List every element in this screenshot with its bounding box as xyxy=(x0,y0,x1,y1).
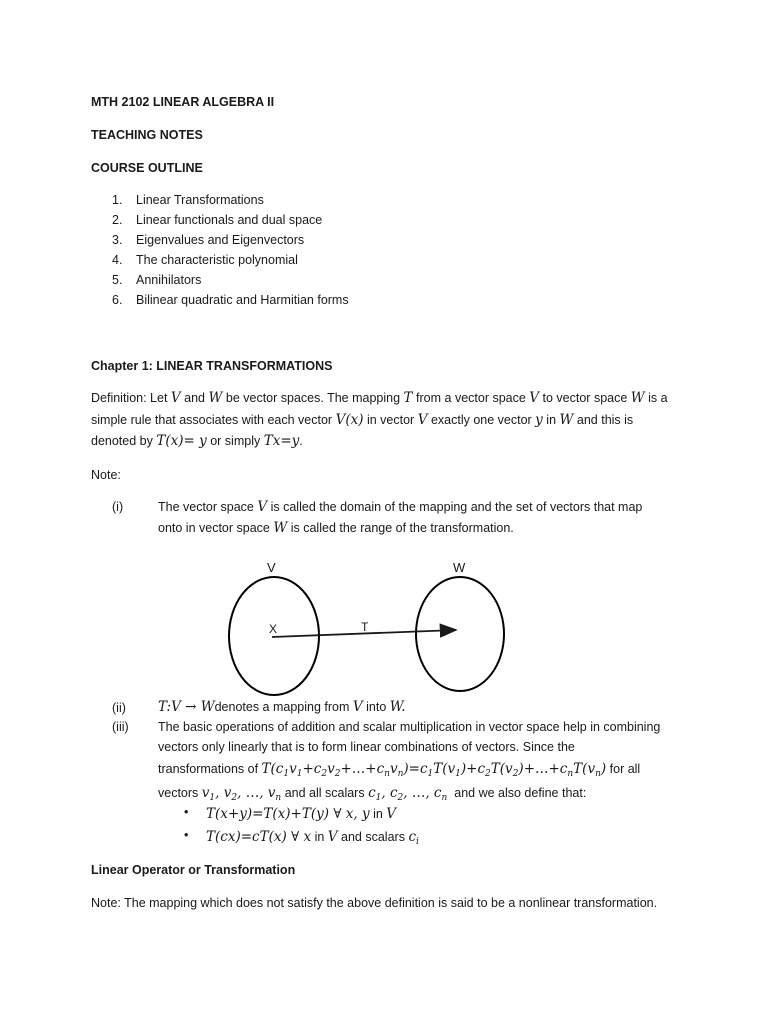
definition-text: to vector space xyxy=(542,391,628,405)
note-i-body xyxy=(158,497,698,539)
note-i-marker: (i) xyxy=(112,500,124,514)
note-text: transformations of xyxy=(158,762,259,776)
note-iii-line-3 xyxy=(158,759,640,785)
math-symbol: W. xyxy=(389,699,406,715)
scalars-list: $c_1$, $c_2$, …, $c_n$ xyxy=(368,785,448,803)
definition-text: is a xyxy=(648,391,668,405)
outline-item-label: Bilinear quadratic and Harmitian forms xyxy=(136,293,349,307)
linear-operator-heading: Linear Operator or Transformation xyxy=(91,863,296,877)
math-symbol: W xyxy=(630,390,645,406)
definition-text: and this is xyxy=(576,413,634,427)
outline-item-number: 4. xyxy=(112,253,123,267)
math-symbol: V xyxy=(352,699,363,715)
note-ii-marker: (ii) xyxy=(112,701,126,715)
note-text: and all scalars xyxy=(284,786,365,800)
label-t: T xyxy=(361,620,369,634)
note-text: is called the range of the transformation. xyxy=(290,521,514,535)
math-symbol: W xyxy=(208,390,223,406)
note-text: into xyxy=(366,700,387,714)
math-symbol: V xyxy=(417,412,428,428)
math-symbol: V xyxy=(257,499,268,515)
note-text: denotes a mapping from xyxy=(214,700,350,714)
outline-item-number: 2. xyxy=(112,213,123,227)
note-text: in xyxy=(373,807,383,821)
note-text: vectors xyxy=(158,786,199,800)
outline-item-label: Annihilators xyxy=(136,273,202,287)
vectors-list: $v_1$, $v_2$, …, $v_n$ xyxy=(201,785,282,803)
label-v: V xyxy=(267,560,276,575)
outline-item-5 xyxy=(112,270,201,290)
homogeneity-formula: T(cx)=cT(x) ∀ x xyxy=(206,829,312,845)
math-symbol: V xyxy=(327,829,338,845)
definition-text: and xyxy=(184,391,206,405)
note-text: and we also define that: xyxy=(454,786,587,800)
mapping-diagram xyxy=(200,555,540,700)
chapter-heading: Chapter 1: LINEAR TRANSFORMATIONS xyxy=(91,359,333,373)
note-text: for all xyxy=(609,762,641,776)
math-expression: V(x) xyxy=(335,412,364,428)
note-text: The vector space xyxy=(158,500,254,514)
note-ii-body xyxy=(158,697,406,718)
definition-text: from a vector space xyxy=(416,391,526,405)
definition-text: or simply xyxy=(210,434,261,448)
outline-item-2 xyxy=(112,210,322,230)
math-symbol: W xyxy=(273,520,288,536)
outline-item-6 xyxy=(112,290,349,310)
bullet-dot-1: • xyxy=(184,805,189,819)
definition-text: Definition: Let xyxy=(91,391,168,405)
outline-item-label: Linear Transformations xyxy=(136,193,264,207)
label-w: W xyxy=(453,560,466,575)
definition-text: exactly one vector xyxy=(430,413,532,427)
outline-item-1 xyxy=(112,190,264,210)
math-symbol: V xyxy=(529,390,540,406)
math-symbol: y xyxy=(535,412,543,428)
outline-item-label: Eigenvalues and Eigenvectors xyxy=(136,233,305,247)
definition-text: . xyxy=(299,434,303,448)
note-iii-marker: (iii) xyxy=(112,720,129,734)
homogeneity-property xyxy=(206,827,419,853)
outline-item-number: 3. xyxy=(112,233,123,247)
note-i-line-2 xyxy=(158,518,698,539)
outline-item-number: 1. xyxy=(112,193,123,207)
label-x: X xyxy=(269,622,278,636)
note-iii-line-1: The basic operations of addition and scalar multiplication in vector space help in combining xyxy=(158,720,661,734)
scalar-ci: $c_i$ xyxy=(408,829,419,847)
note-iii-line-2: vectors only linearly that is to form linear combinations of vectors. Since the xyxy=(158,740,575,754)
definition-text: denoted by xyxy=(91,434,153,448)
math-symbol: V xyxy=(386,806,397,822)
math-expression: Tx=y xyxy=(263,433,300,449)
note-text: onto in vector space xyxy=(158,521,270,535)
linearity-formula: $T(c_1v_1+c_2v_2+\dots+c_nv_n)=c_1T(v_1)+c_2T(v_2)+\dots+c_nT(v_n)$ xyxy=(261,761,607,779)
definition-text: be vector spaces. The mapping xyxy=(225,391,401,405)
course-title: MTH 2102 LINEAR ALGEBRA II xyxy=(91,95,275,109)
nonlinear-note: Note: The mapping which does not satisfy the above definition is said to be a nonlinear transformation. xyxy=(91,896,658,910)
math-expression: T(x)= y xyxy=(156,433,207,449)
definition-line-2 xyxy=(91,410,633,431)
definition-line-3 xyxy=(91,431,303,452)
math-symbol: V xyxy=(170,390,181,406)
course-outline-heading: COURSE OUTLINE xyxy=(91,161,203,175)
bullet-dot-2: • xyxy=(184,828,189,842)
outline-item-number: 6. xyxy=(112,293,123,307)
outline-item-label: The characteristic polynomial xyxy=(136,253,298,267)
outline-item-3 xyxy=(112,230,304,250)
definition-text: in xyxy=(546,413,557,427)
math-expression: T:V → W xyxy=(158,699,215,715)
definition-text: simple rule that associates with each vector xyxy=(91,413,333,427)
math-symbol: T xyxy=(403,390,413,406)
additivity-formula: T(x+y)=T(x)+T(y) ∀ x, y xyxy=(206,806,370,822)
teaching-notes-heading: TEACHING NOTES xyxy=(91,128,203,142)
note-text: is called the domain of the mapping and the set of vectors that map xyxy=(270,500,643,514)
note-i-line-1 xyxy=(158,497,698,518)
codomain-circle-w xyxy=(416,577,504,691)
outline-item-4 xyxy=(112,250,298,270)
note-label: Note: xyxy=(91,468,121,482)
math-symbol: W xyxy=(559,412,574,428)
definition-text: in vector xyxy=(366,413,415,427)
note-text: and scalars xyxy=(341,830,405,844)
definition-line-1 xyxy=(91,388,668,409)
outline-item-label: Linear functionals and dual space xyxy=(136,213,323,227)
additivity-property xyxy=(206,804,396,825)
note-text: in xyxy=(314,830,325,844)
outline-item-number: 5. xyxy=(112,273,123,287)
